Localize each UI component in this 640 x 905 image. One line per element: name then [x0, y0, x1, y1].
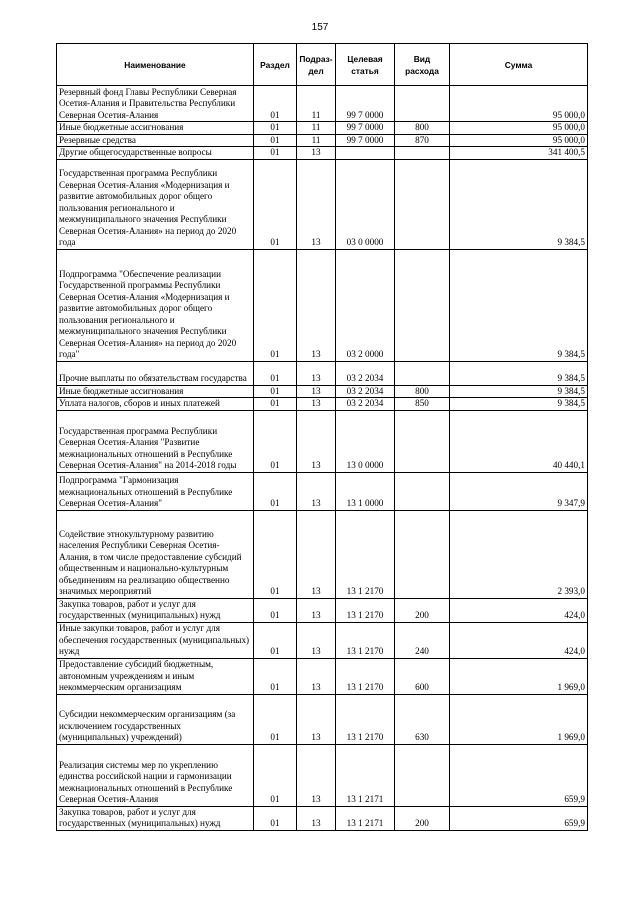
cell-article: 13 1 2171: [336, 744, 395, 806]
cell-section: 01: [254, 510, 297, 598]
cell-expense-type: [395, 159, 450, 249]
cell-name: Подпрограмма "Обеспечение реализации Государственной программы Республики Северная Осетия-Алания «Модернизация и развитие автомобильных дорог общего пользования регионального и межмуниципального значения Республики Северная Осетия-Алания» на период до 2020 года": [57, 249, 254, 361]
cell-name: Закупка товаров, работ и услуг для государственных (муниципальных) нужд: [57, 598, 254, 622]
cell-expense-type: 800: [395, 385, 450, 398]
cell-sum: 424,0: [450, 622, 588, 658]
header-sum: Сумма: [450, 44, 588, 86]
cell-section: 01: [254, 622, 297, 658]
cell-section: 01: [254, 598, 297, 622]
table-row: [57, 159, 588, 249]
cell-subsection: 13: [297, 147, 336, 160]
cell-subsection: 13: [297, 385, 336, 398]
cell-sum: 659,9: [450, 744, 588, 806]
cell-article: 03 0 0000: [336, 159, 395, 249]
table-row: [57, 472, 588, 510]
cell-name: Уплата налогов, сборов и иных платежей: [57, 398, 254, 411]
cell-expense-type: [395, 510, 450, 598]
cell-article: 13 1 0000: [336, 472, 395, 510]
cell-name: Закупка товаров, работ и услуг для государственных (муниципальных) нужд: [57, 806, 254, 830]
cell-expense-type: [395, 86, 450, 122]
cell-section: 01: [254, 249, 297, 361]
cell-name: Иные бюджетные ассигнования: [57, 122, 254, 135]
cell-expense-type: [395, 249, 450, 361]
cell-expense-type: [395, 361, 450, 385]
cell-article: 99 7 0000: [336, 86, 395, 122]
cell-sum: 2 393,0: [450, 510, 588, 598]
table-row: [57, 410, 588, 472]
cell-subsection: 11: [297, 122, 336, 135]
cell-article: 99 7 0000: [336, 134, 395, 147]
cell-article: 03 2 0000: [336, 249, 395, 361]
cell-subsection: 13: [297, 249, 336, 361]
cell-subsection: 13: [297, 510, 336, 598]
header-name: Наименование: [57, 44, 254, 86]
cell-sum: 95 000,0: [450, 86, 588, 122]
cell-sum: 9 384,5: [450, 361, 588, 385]
cell-name: Другие общегосударственные вопросы: [57, 147, 254, 160]
cell-section: 01: [254, 410, 297, 472]
cell-section: 01: [254, 122, 297, 135]
cell-article: 03 2 2034: [336, 361, 395, 385]
table-row: [57, 86, 588, 122]
cell-article: 13 1 2170: [336, 510, 395, 598]
table-row: [57, 658, 588, 694]
page-number: 157: [311, 22, 329, 33]
cell-expense-type: 600: [395, 658, 450, 694]
table-row: [57, 622, 588, 658]
cell-name: Иные бюджетные ассигнования: [57, 385, 254, 398]
cell-name: Субсидии некоммерческим организациям (за исключением государственных (муниципальных) учреждений): [57, 694, 254, 744]
cell-article: 13 1 2170: [336, 658, 395, 694]
table-row: [57, 694, 588, 744]
cell-sum: 9 347,9: [450, 472, 588, 510]
cell-sum: 95 000,0: [450, 134, 588, 147]
cell-section: 01: [254, 86, 297, 122]
table-row: [57, 361, 588, 385]
cell-section: 01: [254, 398, 297, 411]
cell-sum: 1 969,0: [450, 658, 588, 694]
cell-article: 13 0 0000: [336, 410, 395, 472]
cell-section: 01: [254, 385, 297, 398]
cell-name: Резервный фонд Главы Республики Северная Осетия-Алания и Правительства Республики Северная Осетия-Алания: [57, 86, 254, 122]
cell-section: 01: [254, 472, 297, 510]
table-row: [57, 122, 588, 135]
cell-sum: 40 440,1: [450, 410, 588, 472]
cell-section: 01: [254, 658, 297, 694]
cell-article: 99 7 0000: [336, 122, 395, 135]
cell-expense-type: 870: [395, 134, 450, 147]
cell-sum: 341 400,5: [450, 147, 588, 160]
table-row: [57, 744, 588, 806]
cell-sum: 9 384,5: [450, 249, 588, 361]
table-row: [57, 134, 588, 147]
table-row: [57, 398, 588, 411]
cell-subsection: 13: [297, 398, 336, 411]
cell-expense-type: 200: [395, 598, 450, 622]
cell-section: 01: [254, 744, 297, 806]
cell-name: Подпрограмма "Гармонизация межнациональных отношений в Республике Северная Осетия-Алания": [57, 472, 254, 510]
cell-name: Прочие выплаты по обязательствам государства: [57, 361, 254, 385]
cell-article: 13 1 2170: [336, 622, 395, 658]
cell-name: Резервные средства: [57, 134, 254, 147]
table-row: [57, 598, 588, 622]
table-row: [57, 510, 588, 598]
cell-name: Иные закупки товаров, работ и услуг для обеспечения государственных (муниципальных) нужд: [57, 622, 254, 658]
cell-expense-type: 200: [395, 806, 450, 830]
cell-expense-type: 630: [395, 694, 450, 744]
cell-section: 01: [254, 361, 297, 385]
cell-section: 01: [254, 159, 297, 249]
cell-sum: 9 384,5: [450, 385, 588, 398]
cell-sum: 9 384,5: [450, 159, 588, 249]
cell-expense-type: [395, 147, 450, 160]
cell-subsection: 13: [297, 361, 336, 385]
header-row: [57, 44, 588, 86]
cell-expense-type: [395, 744, 450, 806]
cell-subsection: 13: [297, 410, 336, 472]
cell-subsection: 13: [297, 472, 336, 510]
cell-expense-type: 850: [395, 398, 450, 411]
table-row: [57, 385, 588, 398]
cell-expense-type: [395, 472, 450, 510]
header-subsection: Подраз-дел: [297, 44, 336, 86]
cell-subsection: 13: [297, 694, 336, 744]
cell-article: 13 1 2170: [336, 694, 395, 744]
table-row: [57, 806, 588, 830]
cell-name: Содействие этнокультурному развитию населения Республики Северная Осетия-Алания, в том числе предоставление субсидий общественным и национально-культурным объединениям на реализацию общественно значимых мероприятий: [57, 510, 254, 598]
cell-article: 03 2 2034: [336, 385, 395, 398]
header-article: Целевая статья: [336, 44, 395, 86]
cell-name: Предоставление субсидий бюджетным, автономным учреждениям и иным некоммерческим организациям: [57, 658, 254, 694]
cell-section: 01: [254, 694, 297, 744]
cell-article: 03 2 2034: [336, 398, 395, 411]
cell-article: 13 1 2171: [336, 806, 395, 830]
cell-expense-type: [395, 410, 450, 472]
cell-section: 01: [254, 134, 297, 147]
table-header: [57, 44, 588, 86]
header-section: Раздел: [254, 44, 297, 86]
cell-subsection: 13: [297, 159, 336, 249]
cell-subsection: 13: [297, 806, 336, 830]
cell-subsection: 13: [297, 622, 336, 658]
cell-expense-type: 240: [395, 622, 450, 658]
table-row: [57, 147, 588, 160]
cell-sum: 424,0: [450, 598, 588, 622]
cell-subsection: 11: [297, 134, 336, 147]
cell-expense-type: 800: [395, 122, 450, 135]
table-body: [57, 86, 588, 831]
cell-name: Государственная программа Республики Северная Осетия-Алания «Модернизация и развитие автомобильных дорог общего пользования регионального и межмуниципального значения Республики Северная Осетия-Алания» на период до 2020 года: [57, 159, 254, 249]
cell-section: 01: [254, 147, 297, 160]
cell-sum: 9 384,5: [450, 398, 588, 411]
cell-sum: 95 000,0: [450, 122, 588, 135]
cell-sum: 659,9: [450, 806, 588, 830]
cell-article: [336, 147, 395, 160]
cell-subsection: 13: [297, 598, 336, 622]
cell-name: Государственная программа Республики Северная Осетия-Алания "Развитие межнациональных отношений в Республике Северная Осетия-Алания" на 2014-2018 годы: [57, 410, 254, 472]
table-row: [57, 249, 588, 361]
budget-table: [56, 43, 588, 831]
cell-subsection: 13: [297, 744, 336, 806]
cell-subsection: 13: [297, 658, 336, 694]
cell-article: 13 1 2170: [336, 598, 395, 622]
cell-name: Реализация системы мер по укреплению единства российской нации и гармонизации межнациональных отношений в Республике Северная Осетия-Алания: [57, 744, 254, 806]
header-expense-type: Вид расхода: [395, 44, 450, 86]
cell-subsection: 11: [297, 86, 336, 122]
cell-sum: 1 969,0: [450, 694, 588, 744]
cell-section: 01: [254, 806, 297, 830]
